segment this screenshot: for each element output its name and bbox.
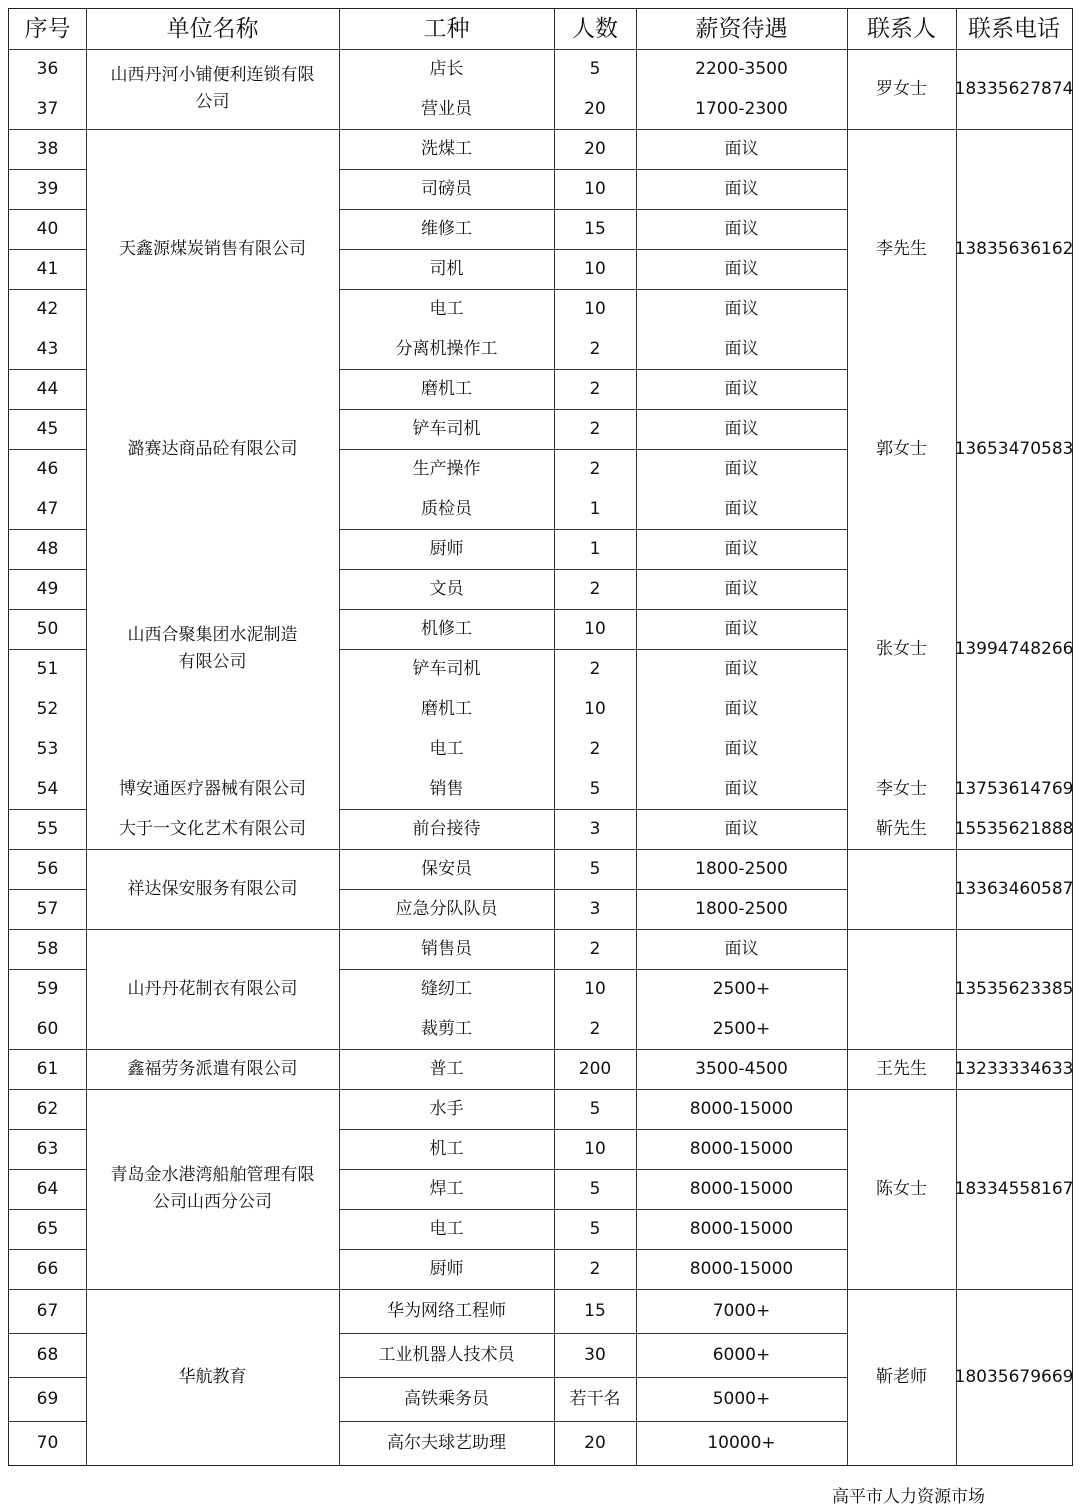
- row-salary: 面议: [724, 258, 759, 279]
- row-seq: 54: [36, 778, 59, 799]
- row-salary: 8000-15000: [689, 1218, 794, 1239]
- row-job: 机修工: [421, 618, 472, 639]
- contact-person: 郭女士: [876, 438, 927, 459]
- row-seq: 64: [36, 1178, 59, 1199]
- row-salary: 面议: [724, 738, 759, 759]
- row-count: 2: [589, 338, 601, 359]
- row-job: 质检员: [421, 498, 472, 519]
- row-seq: 56: [36, 858, 59, 879]
- row-job: 电工: [429, 738, 464, 759]
- contact-phone: 13653470583: [954, 438, 1074, 459]
- row-seq: 38: [36, 138, 59, 159]
- row-job: 洗煤工: [421, 138, 472, 159]
- header-count: 人数: [572, 15, 618, 42]
- row-job: 保安员: [421, 858, 472, 879]
- header-phone: 联系电话: [968, 15, 1060, 42]
- row-count: 5: [589, 858, 601, 879]
- row-seq: 37: [36, 98, 59, 119]
- row-seq: 52: [36, 698, 59, 719]
- row-count: 20: [584, 138, 606, 159]
- row-seq: 45: [36, 418, 59, 439]
- row-job: 铲车司机: [412, 658, 481, 679]
- row-salary: 1800-2500: [695, 858, 788, 879]
- row-seq: 44: [36, 378, 59, 399]
- row-job: 缝纫工: [421, 978, 472, 999]
- row-count: 3: [589, 818, 601, 839]
- row-salary: 8000-15000: [689, 1138, 794, 1159]
- row-seq: 43: [36, 338, 59, 359]
- row-job: 销售: [429, 778, 464, 799]
- header-company: 单位名称: [166, 15, 259, 42]
- row-job: 工业机器人技术员: [378, 1344, 515, 1365]
- row-seq: 58: [36, 938, 59, 959]
- contact-phone: 15535621888: [954, 818, 1074, 839]
- row-count: 10: [584, 258, 606, 279]
- row-count: 10: [584, 298, 606, 319]
- row-seq: 66: [36, 1258, 59, 1279]
- row-count: 5: [589, 58, 601, 79]
- row-salary: 面议: [724, 378, 759, 399]
- row-seq: 69: [36, 1388, 59, 1409]
- contact-person: 李先生: [876, 238, 927, 259]
- row-job: 前台接待: [412, 818, 481, 839]
- contact-phone: 13535623385: [954, 978, 1074, 999]
- row-job: 分离机操作工: [395, 338, 498, 359]
- row-salary: 2200-3500: [695, 58, 788, 79]
- row-count: 2: [589, 578, 601, 599]
- company-name: 博安通医疗器械有限公司: [119, 778, 306, 799]
- row-seq: 67: [36, 1300, 59, 1321]
- row-job: 营业员: [421, 98, 472, 119]
- row-count: 20: [584, 98, 606, 119]
- row-count: 2: [589, 738, 601, 759]
- company-name: 山丹丹花制衣有限公司: [127, 978, 298, 999]
- contact-person: 陈女士: [876, 1178, 927, 1199]
- row-seq: 60: [36, 1018, 59, 1039]
- row-job: 司机: [429, 258, 464, 279]
- row-count: 10: [584, 618, 606, 639]
- row-salary: 面议: [724, 178, 759, 199]
- header-seq: 序号: [24, 15, 71, 42]
- row-count: 10: [584, 978, 606, 999]
- row-count: 5: [589, 1218, 601, 1239]
- row-seq: 41: [36, 258, 59, 279]
- row-count: 若干名: [569, 1388, 621, 1409]
- row-seq: 70: [36, 1432, 59, 1453]
- row-job: 华为网络工程师: [387, 1300, 506, 1321]
- row-job: 文员: [429, 578, 464, 599]
- row-seq: 46: [36, 458, 59, 479]
- contact-person: 罗女士: [876, 78, 927, 99]
- row-salary: 面议: [724, 138, 759, 159]
- row-count: 2: [589, 458, 601, 479]
- row-count: 2: [589, 938, 601, 959]
- company-name: 鑫福劳务派遣有限公司: [127, 1058, 298, 1079]
- row-count: 2: [589, 418, 601, 439]
- row-seq: 65: [36, 1218, 59, 1239]
- row-job: 司磅员: [421, 178, 472, 199]
- contact-phone: 13363460587: [954, 878, 1074, 899]
- row-job: 厨师: [429, 1258, 464, 1279]
- row-salary: 8000-15000: [689, 1258, 794, 1279]
- contact-person: 靳先生: [876, 818, 927, 839]
- header-contact: 联系人: [867, 15, 936, 42]
- row-salary: 8000-15000: [689, 1098, 794, 1119]
- row-seq: 39: [36, 178, 59, 199]
- row-count: 10: [584, 698, 606, 719]
- row-salary: 面议: [724, 538, 759, 559]
- row-salary: 面议: [724, 658, 759, 679]
- row-job: 普工: [429, 1058, 464, 1079]
- row-salary: 面议: [724, 338, 759, 359]
- row-salary: 10000+: [707, 1432, 776, 1453]
- row-count: 1: [589, 498, 601, 519]
- company-name: 华航教育: [178, 1366, 247, 1387]
- row-job: 厨师: [429, 538, 464, 559]
- company-name: 大于一文化艺术有限公司: [119, 818, 306, 839]
- row-count: 1: [589, 538, 601, 559]
- contact-phone: 13835636162: [954, 238, 1074, 259]
- row-count: 5: [589, 1178, 601, 1199]
- row-salary: 面议: [724, 818, 759, 839]
- row-salary: 面议: [724, 698, 759, 719]
- company-name: 潞赛达商品砼有限公司: [127, 438, 298, 459]
- contact-phone: 18035679669: [954, 1366, 1074, 1387]
- row-job: 销售员: [421, 938, 472, 959]
- row-salary: 面议: [724, 458, 759, 479]
- row-salary: 8000-15000: [689, 1178, 794, 1199]
- row-job: 磨机工: [421, 378, 472, 399]
- row-count: 15: [584, 1300, 606, 1321]
- row-job: 磨机工: [421, 698, 472, 719]
- row-job: 应急分队队员: [395, 898, 498, 919]
- row-salary: 3500-4500: [695, 1058, 788, 1079]
- row-count: 10: [584, 1138, 606, 1159]
- row-seq: 47: [36, 498, 59, 519]
- row-count: 20: [584, 1432, 606, 1453]
- row-salary: 面议: [724, 938, 759, 959]
- row-seq: 40: [36, 218, 59, 239]
- header-salary: 薪资待遇: [695, 15, 788, 42]
- row-salary: 1700-2300: [695, 98, 788, 119]
- row-seq: 51: [36, 658, 59, 679]
- header-job: 工种: [423, 15, 470, 42]
- row-salary: 1800-2500: [695, 898, 788, 919]
- recruitment-table: [8, 8, 1073, 1466]
- row-seq: 48: [36, 538, 59, 559]
- company-name: 天鑫源煤炭销售有限公司: [119, 238, 306, 259]
- row-seq: 42: [36, 298, 59, 319]
- row-count: 2: [589, 378, 601, 399]
- company-name: 山西丹河小铺便利连锁有限 公司: [110, 65, 315, 112]
- row-job: 水手: [429, 1098, 464, 1119]
- row-seq: 59: [36, 978, 59, 999]
- row-salary: 5000+: [712, 1388, 771, 1409]
- row-seq: 57: [36, 898, 59, 919]
- row-count: 200: [578, 1058, 612, 1079]
- contact-phone: 13753614769: [954, 778, 1074, 799]
- row-job: 裁剪工: [421, 1018, 472, 1039]
- row-count: 10: [584, 178, 606, 199]
- row-salary: 面议: [724, 418, 759, 439]
- contact-phone: 18334558167: [954, 1178, 1074, 1199]
- row-job: 机工: [429, 1138, 464, 1159]
- row-seq: 49: [36, 578, 59, 599]
- row-salary: 面议: [724, 778, 759, 799]
- row-salary: 面议: [724, 618, 759, 639]
- contact-phone: 13994748266: [954, 638, 1074, 659]
- row-salary: 面议: [724, 578, 759, 599]
- row-seq: 63: [36, 1138, 59, 1159]
- row-seq: 61: [36, 1058, 59, 1079]
- row-seq: 50: [36, 618, 59, 639]
- row-seq: 62: [36, 1098, 59, 1119]
- row-count: 2: [589, 658, 601, 679]
- row-salary: 面议: [724, 218, 759, 239]
- row-job: 维修工: [421, 218, 472, 239]
- row-salary: 面议: [724, 298, 759, 319]
- contact-phone: 13233334633: [954, 1058, 1074, 1079]
- row-count: 2: [589, 1258, 601, 1279]
- row-count: 5: [589, 778, 601, 799]
- row-job: 焊工: [429, 1178, 464, 1199]
- company-name: 祥达保安服务有限公司: [127, 878, 298, 899]
- contact-person: 靳老师: [876, 1366, 927, 1387]
- contact-person: 王先生: [876, 1058, 927, 1079]
- row-salary: 7000+: [712, 1300, 771, 1321]
- row-count: 5: [589, 1098, 601, 1119]
- row-seq: 68: [36, 1344, 59, 1365]
- contact-person: [847, 849, 956, 929]
- row-seq: 36: [36, 58, 59, 79]
- row-count: 2: [589, 1018, 601, 1039]
- contact-phone: 18335627874: [954, 78, 1074, 99]
- row-salary: 2500+: [712, 1018, 771, 1039]
- contact-person: [847, 929, 956, 1049]
- company-name: 山西合聚集团水泥制造 有限公司: [127, 625, 298, 672]
- row-salary: 6000+: [712, 1344, 771, 1365]
- row-seq: 55: [36, 818, 59, 839]
- row-job: 铲车司机: [412, 418, 481, 439]
- row-salary: 2500+: [712, 978, 771, 999]
- row-job: 店长: [429, 58, 464, 79]
- row-job: 生产操作: [412, 458, 481, 479]
- row-job: 高尔夫球艺助理: [387, 1432, 506, 1453]
- contact-person: 李女士: [876, 778, 927, 799]
- row-job: 高铁乘务员: [404, 1388, 489, 1409]
- company-name: 青岛金水港湾船舶管理有限 公司山西分公司: [110, 1165, 315, 1212]
- row-job: 电工: [429, 1218, 464, 1239]
- contact-person: 张女士: [876, 638, 927, 659]
- row-seq: 53: [36, 738, 59, 759]
- row-job: 电工: [429, 298, 464, 319]
- footer-source: 高平市人力资源市场: [832, 1487, 985, 1507]
- row-count: 30: [584, 1344, 606, 1365]
- row-count: 3: [589, 898, 601, 919]
- row-count: 15: [584, 218, 606, 239]
- row-salary: 面议: [724, 498, 759, 519]
